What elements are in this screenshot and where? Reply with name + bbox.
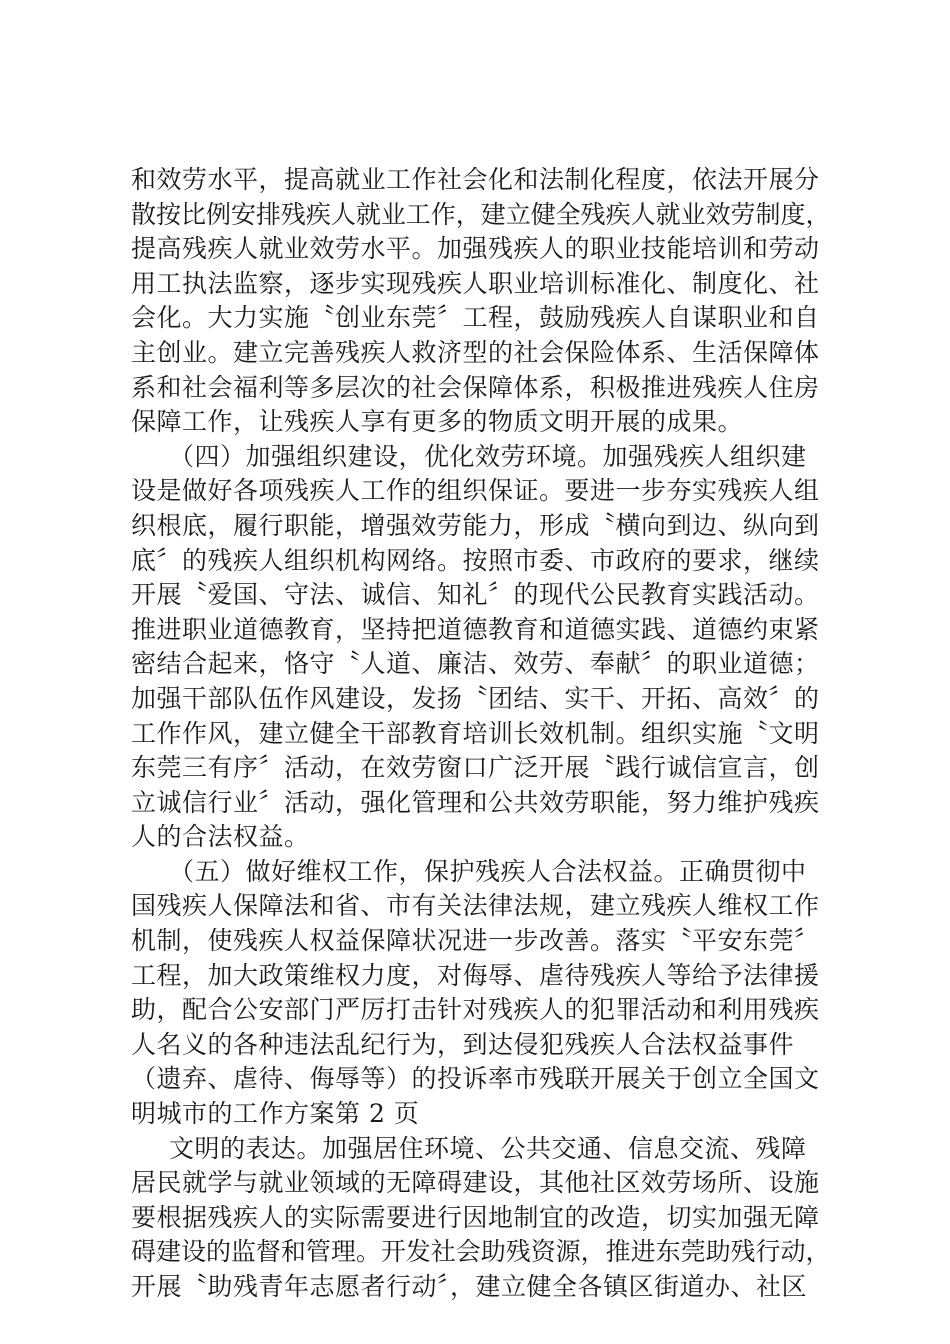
text-line: 主创业。建立完善残疾人救济型的社会保险体系、生活保障体 <box>131 337 820 367</box>
text-line: 开展〝爱国、守法、诚信、知礼〞的现代公民教育实践活动。 <box>131 580 820 610</box>
text-line: 东莞三有序〞活动，在效劳窗口广泛开展〝践行诚信宣言，创 <box>131 753 820 783</box>
text-line: 人名义的各种违法乱纪行为，到达侵犯残疾人合法权益事件 <box>131 1029 795 1059</box>
text-line: 国残疾人保障法和省、市有关法律法规，建立残疾人维权工作 <box>131 891 820 921</box>
text-line: 和效劳水平，提高就业工作社会化和法制化程度，依法开展分 <box>131 165 820 194</box>
text-line: 立诚信行业〞活动，强化管理和公共效劳职能，努力维护残疾 <box>131 787 820 817</box>
text-line: 保障工作，让残疾人享有更多的物质文明开展的成果。 <box>131 407 744 437</box>
text-line: 机制，使残疾人权益保障状况进一步改善。落实〝平安东莞〞 <box>131 926 820 956</box>
text-line: 底〞的残疾人组织机构网络。按照市委、市政府的要求，继续 <box>131 545 820 575</box>
text-line: 开展〝助残青年志愿者行动〞，建立健全各镇区街道办、社区 <box>131 1272 808 1301</box>
text-line: 用工执法监察，逐步实现残疾人职业培训标准化、制度化、社 <box>131 268 820 298</box>
text-line: 工作作风，建立健全干部教育培训长效机制。组织实施〝文明 <box>131 718 820 748</box>
text-line: （五）做好维权工作，保护残疾人合法权益。正确贯彻中 <box>169 856 807 886</box>
text-line: 人的合法权益。 <box>131 822 310 852</box>
text-line: 碍建设的监督和管理。开发社会助残资源，推进东莞助残行动， <box>131 1237 831 1267</box>
text-line: 织根底，履行职能，增强效劳能力，形成〝横向到边、纵向到 <box>131 510 820 540</box>
text-line: 要根据残疾人的实际需要进行因地制宜的改造，切实加强无障 <box>131 1202 820 1232</box>
text-line: 文明的表达。加强居住环境、公共交通、信息交流、残障 <box>169 1133 807 1163</box>
text-line: 密结合起来，恪守〝人道、廉洁、效劳、奉献〞的职业道德； <box>131 649 820 679</box>
text-line: 散按比例安排残疾人就业工作，建立健全残疾人就业效劳制度， <box>131 199 831 229</box>
text-line: 助，配合公安部门严厉打击针对残疾人的犯罪活动和利用残疾 <box>131 995 820 1025</box>
document-body <box>131 163 831 1305</box>
text-line: 会化。大力实施〝创业东莞〞工程，鼓励残疾人自谋职业和自 <box>131 303 820 333</box>
text-line: 工程，加大政策维权力度，对侮辱、虐待残疾人等给予法律援 <box>131 960 820 990</box>
text-line: 提高残疾人就业效劳水平。加强残疾人的职业技能培训和劳动 <box>131 234 820 264</box>
text-line: 居民就学与就业领域的无障碍建设，其他社区效劳场所、设施 <box>131 1168 820 1198</box>
text-line: （四）加强组织建设，优化效劳环境。加强残疾人组织建 <box>169 441 807 471</box>
text-line: 设是做好各项残疾人工作的组织保证。要进一步夯实残疾人组 <box>131 476 820 506</box>
text-line: 加强干部队伍作风建设，发扬〝团结、实干、开拓、高效〞的 <box>131 683 820 713</box>
text-line: 推进职业道德教育，坚持把道德教育和道德实践、道德约束紧 <box>131 614 820 644</box>
text-line: （遗弃、虐待、侮辱等）的投诉率市残联开展关于创立全国文 <box>131 1064 820 1094</box>
text-line: 明城市的工作方案第 2 页 <box>131 1099 420 1129</box>
text-line: 系和社会福利等多层次的社会保障体系，积极推进残疾人住房 <box>131 372 820 402</box>
